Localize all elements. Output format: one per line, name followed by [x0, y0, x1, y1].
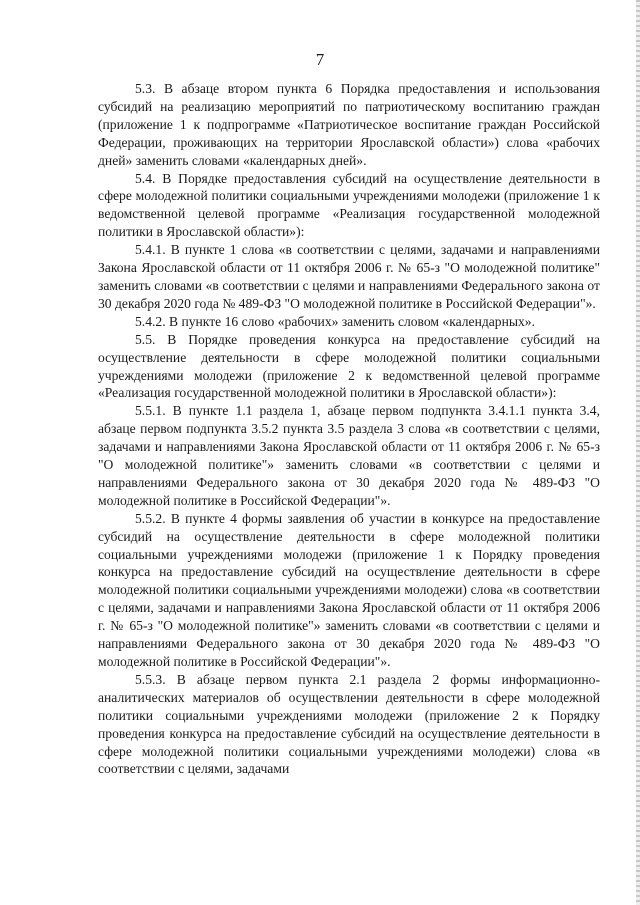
- paragraph-5-3: 5.3. В абзаце втором пункта 6 Порядка предоставления и использования субсидий на реализацию мероприятий по патриотическому воспитанию граждан (приложение 1 к подпрограмме «Патриотическое воспитание граждан Российской Федерации, проживающих на территории Ярославской области») слова «рабочих дней» заменить словами «календарных дней».: [98, 81, 600, 168]
- page-number: 7: [315, 50, 325, 69]
- paragraph-5-5-3: 5.5.3. В абзаце первом пункта 2.1 раздела 2 формы информационно-аналитических материалов об осуществлении деятельности в сфере молодежной политики социальными учреждениями молодежи (приложение 2 к Порядку проведения конкурса на предоставление субсидий на осуществление деятельности в сфере молодежной политики социальными учреждениями молодежи) слова «в соответствии с целями, задачами: [98, 671, 600, 777]
- paragraph-5-5-1: 5.5.1. В пункте 1.1 раздела 1, абзаце первом подпункта 3.4.1.1 пункта 3.4, абзаце первом подпункта 3.5.2 пункта 3.5 раздела 3 слова «в соответствии с целями, задачами и направлениями Закона Ярославской области от 11 октября 2006 г. № 65-з "О молодежной политике"» заменить словами «в соответствии с целями и направлениями Федерального закона от 30 декабря 2020 года № 489-ФЗ "О молодежной политике в Российской Федерации"».: [98, 403, 600, 508]
- paragraph-5-5-2: 5.5.2. В пункте 4 формы заявления об участии в конкурсе на предоставление субсидий на осуществление деятельности в сфере молодежной политики социальными учреждениями молодежи (приложение 1 к Порядку проведения конкурса на предоставление субсидий на осуществление деятельности в сфере молодежной политики социальными учреждениями молодежи) слова «в соответствии с целями, задачами и направлениями Закона Ярославской области от 11 октября 2006 г. № 65-з "О молодежной политике"» заменить словами «в соответствии с целями и направлениями Федерального закона от 30 декабря 2020 года № 489-ФЗ "О молодежной политике в Российской Федерации"».: [98, 510, 600, 669]
- scan-edge: [636, 0, 640, 905]
- paragraph-5-4-1: 5.4.1. В пункте 1 слова «в соответствии с целями, задачами и направлениями Закона Ярославской области от 11 октября 2006 г. № 65-з "О молодежной политике" заменить словами «в соответствии с целями и направлениями Федерального закона от 30 декабря 2020 года № 489-ФЗ "О молодежной политике в Российской Федерации"».: [98, 242, 600, 311]
- paragraph-5-4: 5.4. В Порядке предоставления субсидий на осуществление деятельности в сфере молодежной политики социальными учреждениями молодежи (приложение 1 к ведомственной целевой программе «Реализация государственной молодежной политики в Ярославской области»):: [98, 170, 600, 240]
- paragraph-5-4-2: 5.4.2. В пункте 16 слово «рабочих» заменить словом «календарных».: [135, 313, 536, 329]
- paragraph-5-5: 5.5. В Порядке проведения конкурса на предоставление субсидий на осуществление деятельности в сфере молодежной политики социальными учреждениями молодежи (приложение 2 к ведомственной целевой программе «Реализация государственной молодежной политики в Ярославской области»):: [98, 331, 600, 401]
- document-body: [98, 80, 600, 778]
